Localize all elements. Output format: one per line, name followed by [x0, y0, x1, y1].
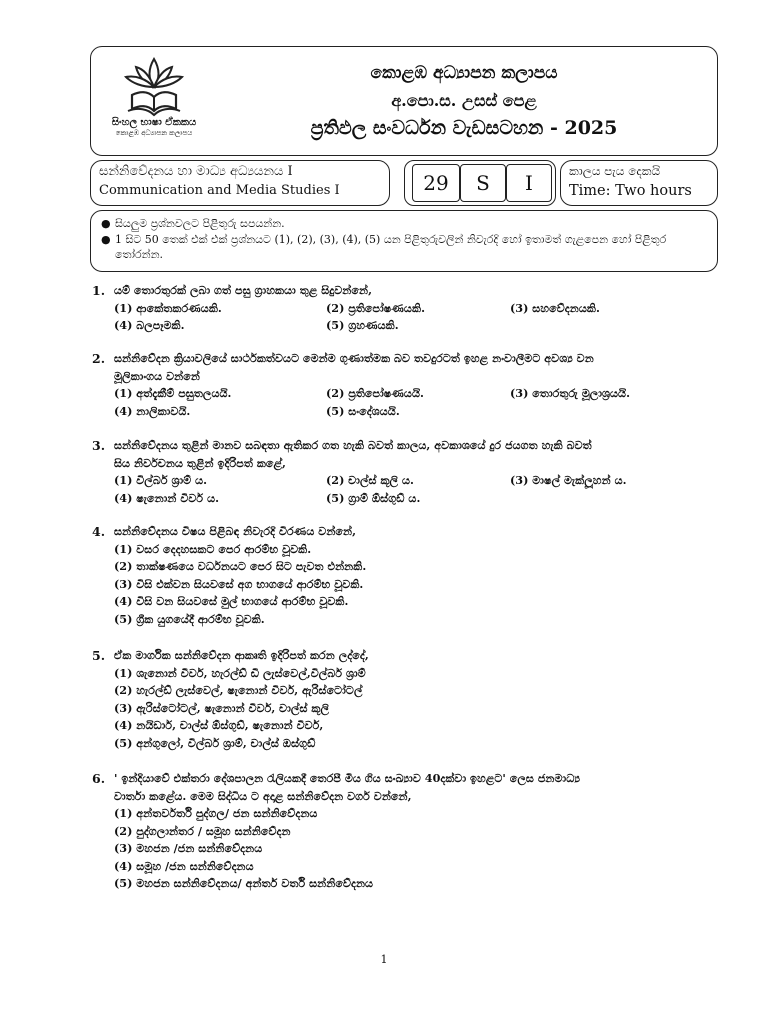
- options: [114, 472, 732, 507]
- question-4: [92, 523, 732, 628]
- option-5[interactable]: (5) ග්‍රාම් ඕස්ගුඩ් ය.: [326, 490, 421, 505]
- time-box: [560, 160, 718, 206]
- question-number: 6.: [92, 771, 106, 786]
- question-stem: ඒක මාර්ගික සන්නිවේදන ආකෘති ඉදිරිපත් කරන ලද්දේ,: [114, 648, 369, 662]
- option-2[interactable]: (2) හැරල්ඩ් ලැස්වෙල්, ෂැනොන් වීවර්, ඇරිස්ටෝටල්: [114, 683, 363, 697]
- instruction-text: සියලුම ප්‍රශ්නවලට පිළිතුරු සපයන්න.: [115, 217, 285, 230]
- option-5[interactable]: (5) සංදේශයයි.: [326, 403, 400, 418]
- option-3[interactable]: (3) සහවේදනයකි.: [510, 300, 600, 315]
- subject-box: [90, 160, 390, 206]
- paper-code-part: I: [506, 164, 552, 202]
- logo-text: සිංහල භාෂා ඒකකය: [111, 117, 197, 128]
- option-4[interactable]: (4) විසි වන සියවසේ මුල් භාගයේ ආරම්භ වූවකි.: [114, 594, 349, 608]
- question-stem: සන්නිවේදනය තුළින් මානව සබඳතා ඇතිකර ගත හැකි බවත් කාලය, අවකාශයේ දුර ජයගත හැකි බවත්: [114, 438, 592, 452]
- question-5: [92, 647, 732, 752]
- options: [114, 541, 732, 629]
- subject-english: Communication and Media Studies I: [99, 183, 340, 198]
- question-stem: සන්නිවේදනය විෂය පිළිබඳ නිවැරදි විරණය වන්නේ,: [114, 524, 357, 538]
- question-number: 1.: [92, 283, 106, 298]
- question-stem-cont: වාර්තා කළේය. මෙම සිද්ධිය ට අදාළ සන්නිවේදන වර්ග වන්නේ,: [114, 788, 412, 803]
- option-3[interactable]: (3) ඇරිස්ටෝටල්, ෂැනොන් වීවර්, චාල්ස් කූලි: [114, 700, 330, 715]
- option-4[interactable]: (4) සමූහ /ජන සන්නිවේදනය: [114, 858, 254, 873]
- programme-title: ප්‍රතිඵල සංවර්ධන වැඩසටහන - 2025: [310, 117, 618, 139]
- option-1[interactable]: (1) අත්දැකීම් පසුතලයයි.: [114, 386, 232, 400]
- question-6: [92, 770, 732, 893]
- option-1[interactable]: (1) ආකේතකරණයකි.: [114, 300, 222, 315]
- option-1[interactable]: (1) අන්තර්වර්ති පුද්ගල/ ජන සන්නිවේදනය: [114, 806, 318, 820]
- exam-level: අ.පො.ස. උසස් පෙළ: [391, 91, 537, 110]
- time-english: Time: Two hours: [569, 183, 692, 199]
- option-3[interactable]: (3) තොරතුරු මූලාශ්‍රයයි.: [510, 386, 630, 400]
- option-2[interactable]: (2) ප්‍රතිපෝෂණයකි.: [326, 300, 425, 315]
- instruction-item: [101, 232, 707, 262]
- instruction-text: 1 සිට 50 තෙක් එක් එක් ප්‍රශ්නයට (1), (2), (3), (4), (5) යන පිළිතුරුවලින් නිවැරදි හෝ ඉතාමත් ගැළපෙන හෝ පිළිතුර තෝරන්න.: [115, 233, 667, 261]
- option-2[interactable]: (2) තාක්ෂණයෙ වර්ධනයට පෙර සිට පැවත එන්නකි.: [114, 559, 367, 573]
- option-4[interactable]: (4) ෂැනොන් වීවර් ය.: [114, 490, 220, 505]
- question-stem: සන්නිවේදන ක්‍රියාවලියේ සාර්ථකත්වයට මෙන්ම ගුණාත්මක බව තවදුරටත් ඉහළ නංවාලීමට අවශ්‍ය වන: [114, 351, 594, 365]
- options: [114, 300, 732, 335]
- option-4[interactable]: (4) නාලිකාවයි.: [114, 403, 191, 418]
- question-stem-cont: මූලිකාංගය වන්නේ: [114, 368, 200, 383]
- header-box: [90, 46, 718, 156]
- options: [114, 665, 732, 753]
- option-1[interactable]: (1) වසර දෙදහසකට පෙර ආරම්භ වූවකි.: [114, 541, 312, 556]
- option-2[interactable]: (2) පුද්ගලාන්තර / සමූහ සන්නිවේදන: [114, 823, 291, 838]
- option-5[interactable]: (5) ග්‍රීක යුගයේදී ආරම්භ වූවකි.: [114, 611, 265, 626]
- logo: [103, 55, 205, 147]
- option-1[interactable]: (1) විල්බර් ශ්‍රාම් ය.: [114, 473, 208, 487]
- option-5[interactable]: (5) ග්‍රහණයකි.: [326, 318, 399, 332]
- time-sinhala: කාලය පැය දෙකයි: [569, 164, 661, 178]
- option-5[interactable]: (5) අන්ගුලෝ, විල්බර් ශ්‍රාම්, චාල්ස් ඔස්ගුඩ්: [114, 735, 316, 750]
- option-1[interactable]: (1) ශැනොන් වීවර්, හැරල්ඩ් ඩී ලැස්වෙල්,විල්බර් ශ්‍රාම්: [114, 665, 366, 680]
- option-4[interactable]: (4) බලපෑමකි.: [114, 318, 185, 332]
- question-stem-cont: සිය නිර්වචනය තුළින් ඉදිරිපත් කළේ,: [114, 455, 286, 470]
- bullet-icon: ●: [101, 233, 111, 246]
- question-number: 2.: [92, 351, 106, 366]
- option-3[interactable]: (3) විසි එක්වන සියවසේ අග භාගයේ ආරම්භ වූවකි.: [114, 576, 364, 591]
- option-2[interactable]: (2) ප්‍රතිපෝෂණයයි.: [326, 386, 424, 400]
- zone-title: කොළඹ අධ්‍යාපන කලාපය: [370, 63, 558, 83]
- question-2: [92, 350, 732, 420]
- question-1: [92, 282, 732, 335]
- question-number: 4.: [92, 524, 106, 539]
- question-number: 5.: [92, 648, 106, 663]
- page-number: 1: [380, 953, 388, 966]
- question-stem: යම් තොරතුරක් ලබා ගත් පසු ග්‍රාහකයා තුළ සිදුවන්නේ,: [114, 283, 372, 297]
- question-3: [92, 437, 732, 507]
- paper-code-medium: S: [460, 164, 506, 202]
- question-number: 3.: [92, 438, 106, 453]
- option-4[interactable]: (4) නයිඩාර්, චාල්ස් ඕස්ගුඩ්, ෂැනොන් වීවර්,: [114, 718, 324, 732]
- paper-code-number: 29: [412, 164, 460, 202]
- lotus-book-logo-icon: [122, 55, 186, 117]
- options: [114, 385, 732, 420]
- instruction-item: [101, 216, 707, 231]
- option-5[interactable]: (5) මහජන සන්නිවේදනය/ අන්තර් වර්ති සන්නිවේදනය: [114, 876, 374, 890]
- options: [114, 805, 732, 893]
- subject-sinhala: සන්නිවේදනය හා මාධ්‍ය අධ්‍යයනය I: [99, 164, 293, 179]
- logo-subtext: කොළඹ අධ්‍යාපන කලාපය: [115, 129, 193, 137]
- option-3[interactable]: (3) මහජන /ජන සන්නිවේදනය: [114, 841, 263, 855]
- option-2[interactable]: (2) චාල්ස් කූලි ය.: [326, 473, 414, 487]
- bullet-icon: ●: [101, 217, 111, 230]
- question-stem: ' ඉන්දියාවේ එක්තරා දේශපාලන රැලියකදී තෙරපී මිය ගිය සංඛ්‍යාව 40දක්වා ඉහළට' ලෙස ජනමාධ්‍ය: [114, 771, 581, 785]
- option-3[interactable]: (3) මාෂල් මැක්ලූහන් ය.: [510, 473, 627, 487]
- instructions-box: [90, 210, 718, 272]
